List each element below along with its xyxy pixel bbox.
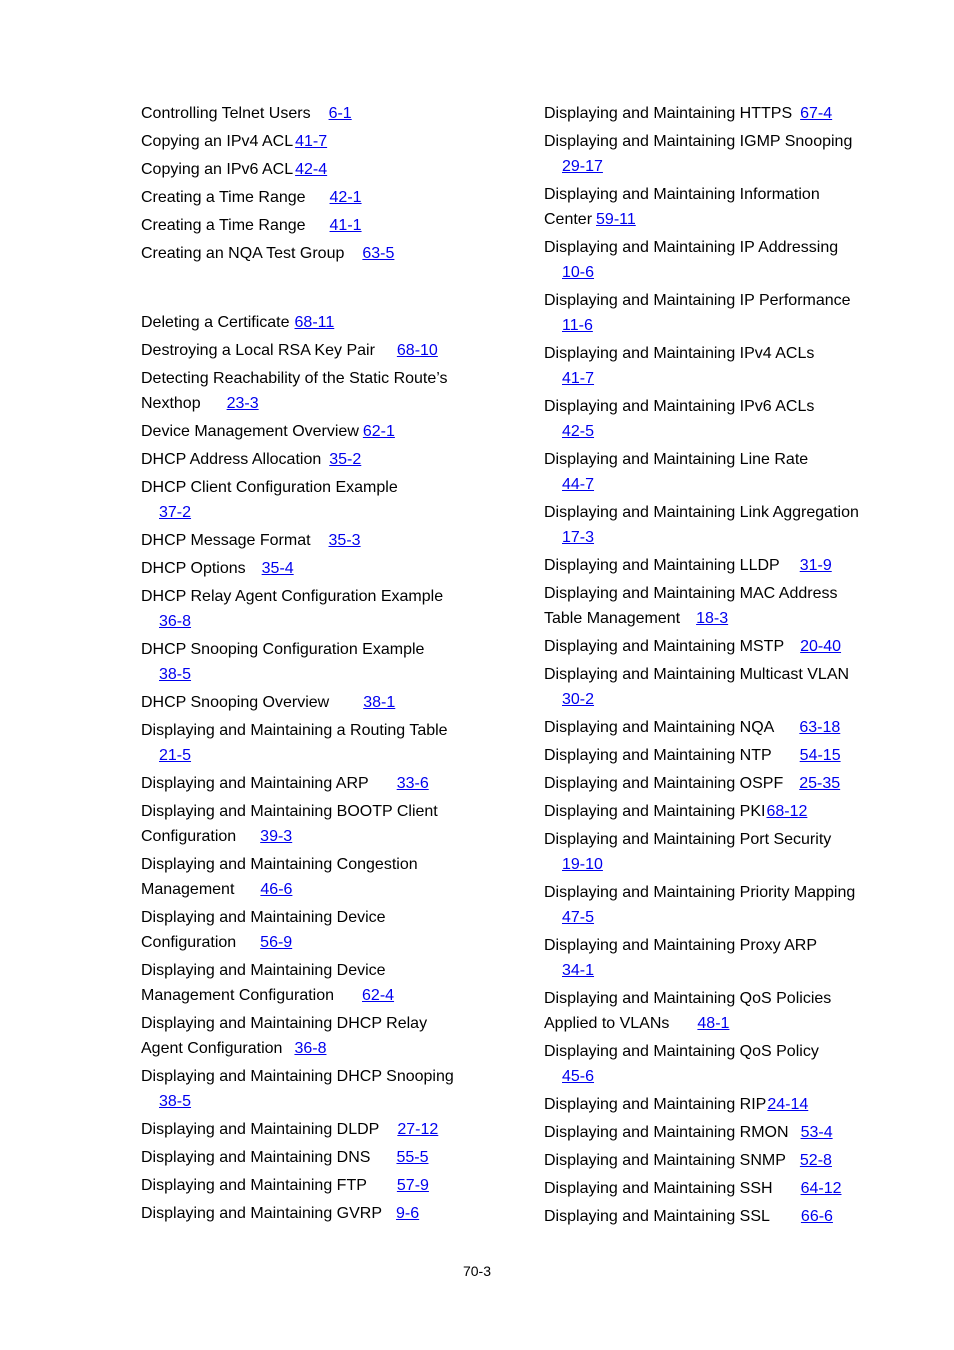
index-entry-continuation: Applied to VLANs <box>544 1015 670 1032</box>
index-entry-text: Displaying and Maintaining SSL <box>544 1208 770 1225</box>
page-link-29-17[interactable]: 29-17 <box>562 158 603 175</box>
index-entry <box>141 101 471 126</box>
index-entry <box>141 157 471 182</box>
index-entry <box>141 310 471 335</box>
index-entry-text: Displaying and Maintaining Device <box>141 962 386 979</box>
page-link-62-1[interactable]: 62-1 <box>362 423 395 440</box>
page-link-35-4[interactable]: 35-4 <box>261 560 294 577</box>
index-entry-text: Displaying and Maintaining a Routing Table <box>141 722 448 739</box>
page-link-41-1[interactable]: 41-1 <box>329 217 362 234</box>
index-entry <box>141 799 471 849</box>
index-entry <box>544 634 874 659</box>
index-entry-text: Displaying and Maintaining Port Security <box>544 831 832 848</box>
index-entry <box>544 827 874 877</box>
index-entry-text: Displaying and Maintaining RMON <box>544 1124 789 1141</box>
index-entry <box>544 447 874 497</box>
index-entry-text: Displaying and Maintaining RIP <box>544 1096 767 1113</box>
index-entry-text: Displaying and Maintaining PKI <box>544 803 766 820</box>
page-link-42-5[interactable]: 42-5 <box>562 423 595 440</box>
letter-group-separator <box>141 269 471 310</box>
index-entry-continuation: Table Management <box>544 610 681 627</box>
index-entry <box>544 581 874 631</box>
index-entry-text: Displaying and Maintaining IP Performance <box>544 292 851 309</box>
page-link-59-11[interactable]: 59-11 <box>596 211 636 228</box>
index-entry <box>141 690 471 715</box>
page-link-53-4[interactable]: 53-4 <box>800 1124 833 1141</box>
index-entry <box>141 1201 471 1226</box>
index-entry <box>544 715 874 740</box>
index-left-column <box>141 101 471 1229</box>
index-entry-text: DHCP Relay Agent Configuration Example <box>141 588 444 605</box>
index-entry-text: Displaying and Maintaining Device <box>141 909 386 926</box>
index-entry <box>141 1145 471 1170</box>
index-entry <box>141 958 471 1008</box>
page-link-64-12[interactable]: 64-12 <box>800 1180 842 1197</box>
index-entry-text: DHCP Snooping Overview <box>141 694 330 711</box>
index-entry-continuation: Management <box>141 881 235 898</box>
index-entry-text: Copying an IPv6 ACL <box>141 161 294 178</box>
page-link-35-2[interactable]: 35-2 <box>329 451 362 468</box>
page-link-38-5[interactable]: 38-5 <box>159 1093 192 1110</box>
page-link-56-9[interactable]: 56-9 <box>260 934 293 951</box>
index-entry-text: Displaying and Maintaining DHCP Snooping <box>141 1068 454 1085</box>
index-entry <box>141 1173 471 1198</box>
index-entry <box>544 394 874 444</box>
index-entry <box>141 637 471 687</box>
index-entry <box>544 933 874 983</box>
index-entry <box>544 743 874 768</box>
index-entry <box>544 1176 874 1201</box>
index-entry-text: Displaying and Maintaining OSPF <box>544 775 784 792</box>
index-entry-text: DHCP Snooping Configuration Example <box>141 641 425 658</box>
page-link-47-5[interactable]: 47-5 <box>562 909 595 926</box>
page-link-41-7[interactable]: 41-7 <box>295 133 328 150</box>
page-link-17-3[interactable]: 17-3 <box>562 529 595 546</box>
page-link-57-9[interactable]: 57-9 <box>396 1177 429 1194</box>
index-entry-text: Copying an IPv4 ACL <box>141 133 294 150</box>
page-link-23-3[interactable]: 23-3 <box>226 395 259 412</box>
index-entry-text: Displaying and Maintaining Congestion <box>141 856 418 873</box>
page-link-68-11[interactable]: 68-11 <box>294 314 335 331</box>
index-entry-text: Controlling Telnet Users <box>141 105 311 122</box>
index-entry <box>544 1148 874 1173</box>
index-entry <box>141 1064 471 1114</box>
index-entry <box>141 556 471 581</box>
index-entry-text: Displaying and Maintaining QoS Policy <box>544 1043 819 1060</box>
index-entry <box>544 129 874 179</box>
index-entry-text: Displaying and Maintaining Multicast VLAN <box>544 666 850 683</box>
index-entry <box>544 1204 874 1229</box>
index-entry <box>544 1120 874 1145</box>
index-entry-text: Displaying and Maintaining Information <box>544 186 820 203</box>
page-link-63-5[interactable]: 63-5 <box>362 245 395 262</box>
index-entry-text: Detecting Reachability of the Static Route’s <box>141 370 448 387</box>
page-link-45-6[interactable]: 45-6 <box>562 1068 595 1085</box>
index-entry-text: Displaying and Maintaining SSH <box>544 1180 773 1197</box>
index-entry <box>141 475 471 525</box>
index-entry <box>141 1117 471 1142</box>
index-entry-text: Displaying and Maintaining DLDP <box>141 1121 380 1138</box>
index-entry-text: Displaying and Maintaining IGMP Snooping <box>544 133 853 150</box>
index-entry <box>544 880 874 930</box>
page-link-41-7[interactable]: 41-7 <box>562 370 595 387</box>
index-entry <box>544 341 874 391</box>
index-entry <box>141 129 471 154</box>
index-entry-continuation: Center <box>544 211 593 228</box>
page-link-38-5[interactable]: 38-5 <box>159 666 192 683</box>
index-entry-text: Displaying and Maintaining IP Addressing <box>544 239 839 256</box>
page-link-44-7[interactable]: 44-7 <box>562 476 595 493</box>
page-link-21-5[interactable]: 21-5 <box>159 747 192 764</box>
index-entry <box>544 771 874 796</box>
page-link-9-6[interactable]: 9-6 <box>396 1205 420 1222</box>
index-entry-text: Displaying and Maintaining QoS Policies <box>544 990 832 1007</box>
index-entry-text: Displaying and Maintaining Priority Mapping <box>544 884 856 901</box>
index-entry-text: Displaying and Maintaining DNS <box>141 1149 371 1166</box>
page-link-30-2[interactable]: 30-2 <box>562 691 595 708</box>
index-entry-continuation: Agent Configuration <box>141 1040 283 1057</box>
page-link-38-1[interactable]: 38-1 <box>363 694 396 711</box>
index-entry <box>141 447 471 472</box>
index-entry-continuation: Configuration <box>141 934 237 951</box>
index-entry-text: DHCP Address Allocation <box>141 451 322 468</box>
index-entry-text: Displaying and Maintaining HTTPS <box>544 105 793 122</box>
index-entry-text: Device Management Overview <box>141 423 359 440</box>
page-link-10-6[interactable]: 10-6 <box>562 264 595 281</box>
index-entry-text: Displaying and Maintaining GVRP <box>141 1205 383 1222</box>
index-entry-text: Displaying and Maintaining FTP <box>141 1177 367 1194</box>
page-link-55-5[interactable]: 55-5 <box>396 1149 429 1166</box>
page-link-48-1[interactable]: 48-1 <box>697 1015 730 1032</box>
index-entry-text: DHCP Client Configuration Example <box>141 479 398 496</box>
index-entry-text: Displaying and Maintaining LLDP <box>544 557 780 574</box>
index-entry <box>141 852 471 902</box>
index-entry-text: Creating an NQA Test Group <box>141 245 345 262</box>
index-entry <box>141 185 471 210</box>
index-entry <box>544 799 874 824</box>
index-entry <box>544 553 874 578</box>
index-entry <box>141 338 471 363</box>
index-entry <box>141 366 471 416</box>
index-entry <box>141 528 471 553</box>
index-entry-text: Deleting a Certificate <box>141 314 290 331</box>
page-number: 70-3 <box>462 1263 492 1279</box>
index-entry <box>544 662 874 712</box>
index-entry-text: Displaying and Maintaining Line Rate <box>544 451 809 468</box>
page-link-34-1[interactable]: 34-1 <box>562 962 595 979</box>
page-link-62-4[interactable]: 62-4 <box>362 987 395 1004</box>
index-entry <box>544 101 874 126</box>
index-right-column <box>544 101 874 1232</box>
index-entry <box>141 905 471 955</box>
index-entry-text: Displaying and Maintaining MSTP <box>544 638 785 655</box>
index-entry-text: Creating a Time Range <box>141 189 306 206</box>
index-entry-text: DHCP Options <box>141 560 246 577</box>
index-entry <box>141 771 471 796</box>
page-link-6-1[interactable]: 6-1 <box>328 105 352 122</box>
index-entry <box>544 1092 874 1117</box>
index-entry <box>544 235 874 285</box>
index-entry-text: Displaying and Maintaining Proxy ARP <box>544 937 818 954</box>
page-link-25-35[interactable]: 25-35 <box>799 775 841 792</box>
index-entry-continuation: Configuration <box>141 828 237 845</box>
index-entry <box>141 718 471 768</box>
page-link-66-6[interactable]: 66-6 <box>800 1208 833 1225</box>
page-link-33-6[interactable]: 33-6 <box>396 775 429 792</box>
page-link-20-40[interactable]: 20-40 <box>800 638 842 655</box>
index-entry-text: Displaying and Maintaining BOOTP Client <box>141 803 438 820</box>
index-entry <box>141 419 471 444</box>
page-link-42-1[interactable]: 42-1 <box>329 189 362 206</box>
index-entry <box>544 500 874 550</box>
index-entry <box>141 584 471 634</box>
page-link-11-6[interactable]: 11-6 <box>562 317 593 334</box>
index-entry-text: Displaying and Maintaining ARP <box>141 775 369 792</box>
index-entry-text: Displaying and Maintaining IPv4 ACLs <box>544 345 815 362</box>
index-entry-text: Displaying and Maintaining MAC Address <box>544 585 838 602</box>
page-link-68-12[interactable]: 68-12 <box>766 803 808 820</box>
page-link-46-6[interactable]: 46-6 <box>260 881 293 898</box>
index-entry-text: Displaying and Maintaining NQA <box>544 719 775 736</box>
index-entry-text: Destroying a Local RSA Key Pair <box>141 342 375 359</box>
page-link-31-9[interactable]: 31-9 <box>799 557 832 574</box>
page-link-19-10[interactable]: 19-10 <box>562 856 603 873</box>
index-entry <box>544 1039 874 1089</box>
index-entry <box>141 213 471 238</box>
index-entry-text: Displaying and Maintaining DHCP Relay <box>141 1015 428 1032</box>
page-link-35-3[interactable]: 35-3 <box>328 532 361 549</box>
index-entry <box>544 288 874 338</box>
page-link-24-14[interactable]: 24-14 <box>767 1096 809 1113</box>
index-entry-text: DHCP Message Format <box>141 532 311 549</box>
page-link-39-3[interactable]: 39-3 <box>260 828 293 845</box>
index-entry <box>544 182 874 232</box>
index-entry <box>141 1011 471 1061</box>
index-entry <box>544 986 874 1036</box>
index-entry-text: Displaying and Maintaining SNMP <box>544 1152 786 1169</box>
index-entry-text: Displaying and Maintaining NTP <box>544 747 772 764</box>
index-entry <box>141 241 471 266</box>
index-entry-continuation: Nexthop <box>141 395 201 412</box>
index-entry-text: Creating a Time Range <box>141 217 306 234</box>
index-entry-text: Displaying and Maintaining Link Aggregation <box>544 504 859 521</box>
page-link-36-8[interactable]: 36-8 <box>294 1040 327 1057</box>
page-link-54-15[interactable]: 54-15 <box>799 747 841 764</box>
page-link-67-4[interactable]: 67-4 <box>800 105 833 122</box>
page-link-27-12[interactable]: 27-12 <box>397 1121 439 1138</box>
page-link-52-8[interactable]: 52-8 <box>799 1152 832 1169</box>
index-entry-text: Displaying and Maintaining IPv6 ACLs <box>544 398 815 415</box>
page-link-42-4[interactable]: 42-4 <box>295 161 328 178</box>
page-link-63-18[interactable]: 63-18 <box>799 719 841 736</box>
index-entry-continuation: Management Configuration <box>141 987 335 1004</box>
page-link-68-10[interactable]: 68-10 <box>396 342 438 359</box>
page-link-37-2[interactable]: 37-2 <box>159 504 192 521</box>
page-link-18-3[interactable]: 18-3 <box>696 610 729 627</box>
page-link-36-8[interactable]: 36-8 <box>159 613 192 630</box>
